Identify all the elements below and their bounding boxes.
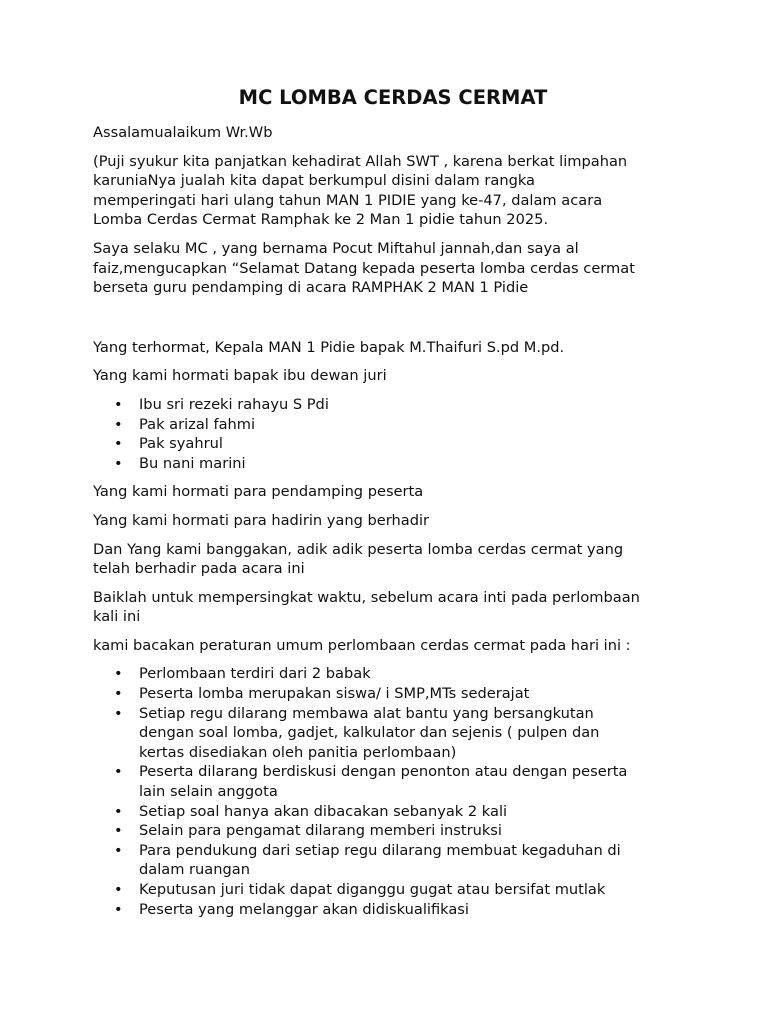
rule-text: Keputusan juri tidak dapat diganggu gugat atau bersifat mutlak [139,881,606,898]
blank-line [93,307,693,338]
document-title: MC LOMBA CERDAS CERMAT [238,86,548,109]
intro-paragraph: (Puji syukur kita panjatkan kehadirat Allah SWT , karena berkat limpahan karuniaNya jualah kita dapat berkumpul disini dalam rangka memperingati hari ulang tahun MAN 1 PIDIE yang ke-47, dalam acara Lomba Cerdas Cermat Ramphak ke 2 Man 1 pidie tahun 2025. [93,152,628,229]
companions-paragraph: Yang kami hormati para pendamping peserta [93,483,424,501]
judges-intro-paragraph: Yang kami hormati bapak ibu dewan juri [93,367,387,385]
list-item [93,684,693,704]
list-item [93,900,693,920]
list-item [93,821,693,841]
honored-head-paragraph: Yang terhormat, Kepala MAN 1 Pidie bapak M.Thaifuri S.pd M.pd. [93,338,565,356]
bullet-icon: • [114,841,123,859]
bullet-icon: • [114,454,123,472]
list-item [93,762,693,801]
judge-name: Pak syahrul [139,435,223,453]
rule-text: Peserta yang melanggar akan didiskualifikasi [139,900,469,918]
bullet-icon: • [114,395,123,413]
rule-text: Para pendukung dari setiap regu dilarang membuat kegaduhan di dalam ruangan [139,841,621,879]
list-item [93,415,693,435]
greeting-paragraph: Assalamualaikum Wr.Wb [93,124,273,141]
rules-intro-paragraph: kami bacakan peraturan umum perlombaan cerdas cermat pada hari ini : [93,636,631,654]
shorten-time-paragraph: Baiklah untuk mempersingkat waktu, sebelum acara inti pada perlombaan kali ini [93,588,640,626]
list-item [93,395,693,415]
rules-list [93,664,693,919]
list-item [93,664,693,684]
bullet-icon: • [114,900,123,918]
bullet-icon: • [114,415,123,433]
judge-name: Pak arizal fahmi [139,415,256,433]
judge-name: Ibu sri rezeki rahayu S Pdi [139,395,329,413]
bullet-icon: • [114,665,123,683]
rule-text: Perlombaan terdiri dari 2 babak [139,665,371,683]
list-item [93,802,693,822]
judge-name: Bu nani marini [139,454,246,472]
bullet-icon: • [114,435,123,453]
bullet-icon: • [114,685,123,703]
bullet-icon: • [114,802,123,820]
list-item [93,704,693,763]
attendees-paragraph: Yang kami hormati para hadirin yang berhadir [93,511,430,529]
rule-text: Peserta dilarang berdiskusi dengan penonton atau dengan peserta lain selain anggota [139,763,628,801]
bullet-icon: • [114,763,123,781]
rule-text: Peserta lomba merupakan siswa/ i SMP,MTs sederajat [139,685,530,703]
rule-text: Setiap regu dilarang membawa alat bantu yang bersangkutan dengan soal lomba, gadjet, kalkulator dan sejenis ( pulpen dan kertas disediakan oleh panitia perlombaan) [139,704,600,761]
list-item [93,434,693,454]
list-item [93,880,693,900]
bullet-icon: • [114,704,123,722]
bullet-icon: • [114,881,123,898]
welcome-paragraph: Saya selaku MC , yang bernama Pocut Miftahul jannah,dan saya al faiz,mengucapkan “Selamat Datang kepada peserta lomba cerdas cermat berseta guru pendamping di acara RAMPHAK 2 MAN 1 Pidie [93,239,635,297]
bullet-icon: • [114,822,123,840]
list-item [93,841,693,880]
rule-text: Selain para pengamat dilarang memberi instruksi [139,822,502,840]
participants-paragraph: Dan Yang kami banggakan, adik adik peserta lomba cerdas cermat yang telah berhadir pada acara ini [93,540,624,578]
rule-text: Setiap soal hanya akan dibacakan sebanyak 2 kali [139,802,508,820]
document-page [93,86,693,928]
list-item [93,454,693,474]
judges-list [93,395,693,473]
